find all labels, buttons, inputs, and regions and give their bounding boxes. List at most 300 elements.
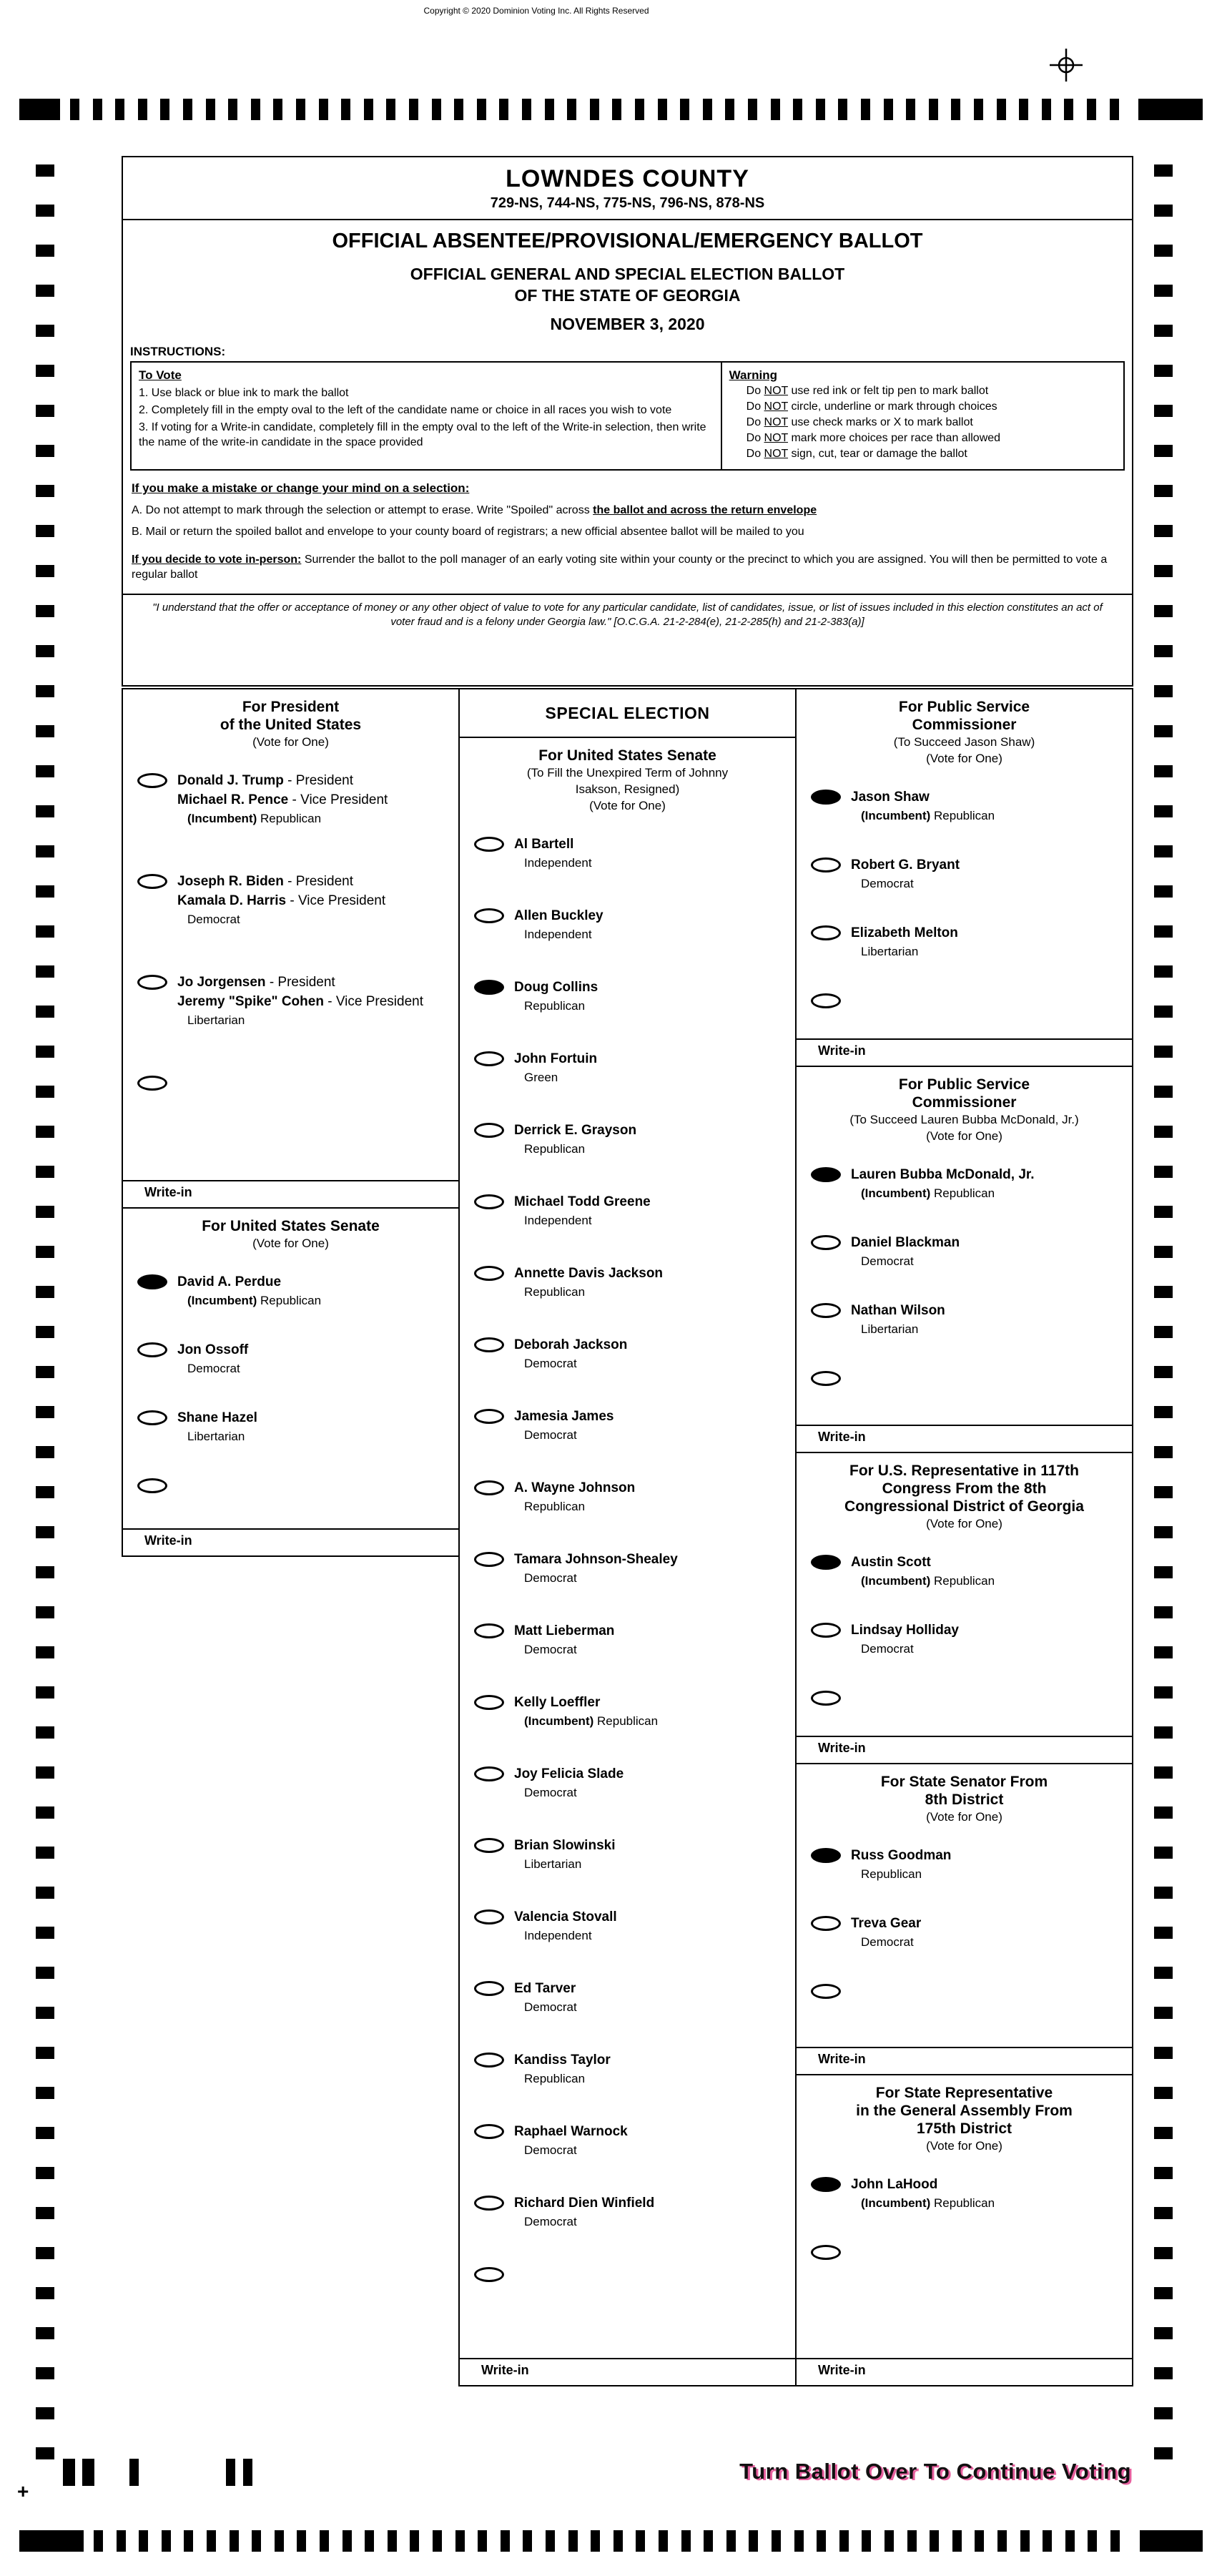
incumbent-label: (Incumbent) xyxy=(187,1294,257,1307)
candidate-row xyxy=(460,1836,795,1873)
timing-mark xyxy=(772,2530,781,2552)
timing-mark xyxy=(1154,1046,1173,1058)
to-vote-instruction-item: 1. Use black or blue ink to mark the ballot xyxy=(139,387,349,399)
candidate-name xyxy=(177,771,458,790)
candidate-list xyxy=(460,815,795,2286)
timing-mark xyxy=(70,99,79,120)
candidate-row xyxy=(797,1165,1132,1202)
timing-mark xyxy=(117,2530,126,2552)
party-label: Independent xyxy=(524,928,592,941)
party-label: Democrat xyxy=(524,1428,577,1442)
timing-mark xyxy=(1020,2530,1030,2552)
vote-oval[interactable] xyxy=(474,1051,504,1066)
write-in-label: Write-in xyxy=(818,2363,866,2377)
write-in-oval[interactable] xyxy=(811,1371,841,1386)
candidate-name xyxy=(851,1621,1132,1640)
ballot-id-mark xyxy=(226,2459,235,2486)
candidate-row xyxy=(123,1340,458,1377)
timing-mark xyxy=(478,2530,487,2552)
timing-mark xyxy=(36,2087,54,2099)
contest-title-line: of the United States xyxy=(220,717,362,733)
vote-oval[interactable] xyxy=(474,2124,504,2139)
candidate-name xyxy=(514,2050,795,2070)
vote-oval[interactable] xyxy=(811,2177,841,2192)
timing-mark xyxy=(1110,2530,1120,2552)
write-in-area[interactable] xyxy=(123,1180,458,1207)
candidate-name xyxy=(851,1846,1132,1865)
candidate-party xyxy=(177,1011,458,1029)
candidate-name xyxy=(851,1914,1132,1933)
timing-mark xyxy=(36,1766,54,1779)
warning-box xyxy=(721,361,1125,471)
candidate-role-text: - Vice President xyxy=(286,893,386,908)
timing-mark xyxy=(36,845,54,857)
vote-oval[interactable] xyxy=(811,1623,841,1638)
ballot-type-title: OFFICIAL ABSENTEE/PROVISIONAL/EMERGENCY BALLOT xyxy=(332,230,923,252)
timing-mark xyxy=(1154,565,1173,577)
candidate-row xyxy=(460,1264,795,1301)
timing-mark xyxy=(546,2530,555,2552)
timing-mark xyxy=(386,99,395,120)
vote-oval[interactable] xyxy=(137,874,167,889)
candidate-party xyxy=(851,1933,1132,1951)
candidate-name xyxy=(177,1408,458,1427)
timing-mark xyxy=(36,2247,54,2259)
timing-mark xyxy=(1043,2530,1052,2552)
vote-oval[interactable] xyxy=(137,773,167,788)
timing-mark xyxy=(36,1206,54,1218)
warning-text: use check marks or X to mark ballot xyxy=(788,416,973,428)
contest-title-line: 175th District xyxy=(916,2120,1012,2137)
candidate-name-text: Lauren Bubba McDonald, Jr. xyxy=(851,1167,1035,1182)
vote-oval[interactable] xyxy=(811,1555,841,1570)
candidate-row xyxy=(460,1478,795,1515)
write-in-oval[interactable] xyxy=(811,993,841,1008)
candidate-name-text: Kamala D. Harris xyxy=(177,893,287,908)
contest-header xyxy=(460,738,795,815)
candidate-party xyxy=(851,1184,1132,1202)
vote-oval[interactable] xyxy=(811,857,841,872)
timing-mark xyxy=(36,1366,54,1378)
candidate-row xyxy=(797,1233,1132,1270)
write-in-oval-row xyxy=(797,1369,1132,1390)
candidate-name-text: Al Bartell xyxy=(514,837,574,852)
write-in-area[interactable] xyxy=(797,1038,1132,1066)
timing-mark xyxy=(930,2530,939,2552)
write-in-area[interactable] xyxy=(797,2047,1132,2074)
party-label: Republican xyxy=(260,1294,322,1307)
candidate-row xyxy=(797,787,1132,825)
warning-text: Do xyxy=(746,385,764,397)
election-title: OFFICIAL GENERAL AND SPECIAL ELECTION BALLOT xyxy=(410,265,845,283)
timing-mark xyxy=(36,1046,54,1058)
write-in-area[interactable] xyxy=(797,1736,1132,1763)
timing-mark xyxy=(94,2530,103,2552)
vote-oval[interactable] xyxy=(811,790,841,805)
timing-mark xyxy=(1154,605,1173,617)
mistake-instruction-item xyxy=(132,503,1123,518)
vote-oval[interactable] xyxy=(811,1848,841,1863)
vote-for-instruction: (Vote for One) xyxy=(926,2139,1002,2153)
party-label: Democrat xyxy=(861,1935,914,1949)
candidate-party xyxy=(851,1320,1132,1338)
candidate-row xyxy=(797,2175,1132,2212)
candidate-name-text: Valencia Stovall xyxy=(514,1909,617,1924)
candidate-party xyxy=(514,1712,795,1730)
timing-mark xyxy=(160,99,169,120)
vote-oval[interactable] xyxy=(811,1235,841,1250)
incumbent-label: (Incumbent) xyxy=(187,812,257,825)
instructions-label: INSTRUCTIONS: xyxy=(130,345,226,358)
mistake-text: B. Mail or return the spoiled ballot and envelope to your county board of registrars; a new official absentee ballot will be mailed to you xyxy=(132,526,804,538)
vote-oval[interactable] xyxy=(811,1916,841,1931)
write-in-oval[interactable] xyxy=(811,2245,841,2260)
candidate-row xyxy=(123,1272,458,1309)
write-in-area[interactable] xyxy=(460,2358,795,2385)
vote-oval[interactable] xyxy=(474,1838,504,1853)
timing-block xyxy=(1138,99,1203,120)
vote-for-instruction: (Vote for One) xyxy=(926,1810,1002,1824)
timing-mark xyxy=(296,99,305,120)
candidate-party xyxy=(514,1283,795,1301)
timing-mark xyxy=(1154,1646,1173,1658)
vote-oval[interactable] xyxy=(137,975,167,990)
candidate-list xyxy=(797,1145,1132,1390)
candidate-name xyxy=(851,855,1132,875)
vote-oval[interactable] xyxy=(474,1981,504,1996)
mistake-heading: If you make a mistake or change your mind on a selection: xyxy=(132,481,470,495)
party-label: Green xyxy=(524,1071,558,1084)
candidate-name xyxy=(514,2193,795,2213)
write-in-oval-row xyxy=(797,1982,1132,2003)
vote-oval[interactable] xyxy=(137,1410,167,1425)
timing-mark xyxy=(36,1246,54,1258)
timing-mark xyxy=(1154,1686,1173,1699)
candidate-row xyxy=(123,771,458,827)
vote-oval[interactable] xyxy=(474,908,504,923)
candidate-name xyxy=(177,992,458,1011)
timing-mark xyxy=(816,99,825,120)
candidate-name-text: Austin Scott xyxy=(851,1555,931,1570)
candidate-party xyxy=(514,1211,795,1229)
timing-mark xyxy=(432,99,441,120)
timing-mark xyxy=(36,1086,54,1098)
timing-mark xyxy=(184,2530,193,2552)
contest-subtitle-line: (To Succeed Lauren Bubba McDonald, Jr.) xyxy=(849,1113,1079,1126)
party-label: Republican xyxy=(934,1574,995,1588)
contest-title-line: For U.S. Representative in 117th xyxy=(849,1462,1079,1479)
vote-oval[interactable] xyxy=(474,1266,504,1281)
write-in-label: Write-in xyxy=(818,2052,866,2066)
to-vote-title: To Vote xyxy=(139,368,182,382)
candidate-name-text: Joy Felicia Slade xyxy=(514,1766,624,1781)
candidate-name xyxy=(514,1764,795,1784)
candidate-name-text: Elizabeth Melton xyxy=(851,925,958,940)
timing-mark xyxy=(1042,99,1051,120)
warning-text: Do xyxy=(746,432,764,444)
timing-mark xyxy=(681,2530,691,2552)
timing-mark xyxy=(183,99,192,120)
timing-mark xyxy=(793,99,802,120)
candidate-name xyxy=(514,1693,795,1712)
timing-block xyxy=(19,99,60,120)
candidate-row xyxy=(460,978,795,1015)
contest-title-line: For United States Senate xyxy=(202,1218,380,1234)
timing-mark xyxy=(1154,164,1173,177)
timing-mark xyxy=(1154,725,1173,737)
write-in-oval[interactable] xyxy=(811,1984,841,1999)
timing-mark xyxy=(1154,1406,1173,1418)
write-in-oval[interactable] xyxy=(137,1478,167,1493)
vote-oval[interactable] xyxy=(474,1695,504,1710)
candidate-party xyxy=(514,1784,795,1801)
timing-mark xyxy=(861,99,870,120)
in-person-instructions xyxy=(132,552,1123,582)
party-label: Republican xyxy=(934,2196,995,2210)
timing-mark xyxy=(997,99,1006,120)
candidate-party xyxy=(514,2213,795,2231)
incumbent-label: (Incumbent) xyxy=(861,1186,931,1200)
precinct-list: 729-NS, 744-NS, 775-NS, 796-NS, 878-NS xyxy=(490,195,765,211)
timing-mark xyxy=(36,685,54,697)
candidate-party xyxy=(177,1292,458,1309)
contest-title-line: For President xyxy=(242,699,340,715)
vote-oval[interactable] xyxy=(474,837,504,852)
timing-mark xyxy=(997,2530,1007,2552)
candidate-name-text: Nathan Wilson xyxy=(851,1303,945,1318)
write-in-oval-row xyxy=(797,991,1132,1013)
candidate-row xyxy=(460,2122,795,2159)
candidate-party xyxy=(514,2141,795,2159)
timing-mark xyxy=(36,1126,54,1138)
vote-oval[interactable] xyxy=(474,1337,504,1352)
candidate-name-text: Shane Hazel xyxy=(177,1410,257,1425)
incumbent-label: (Incumbent) xyxy=(861,809,931,822)
vote-oval[interactable] xyxy=(474,1194,504,1209)
party-label: Republican xyxy=(524,2072,586,2085)
candidate-name-text: Michael Todd Greene xyxy=(514,1194,651,1209)
candidate-name xyxy=(514,1335,795,1355)
vote-oval[interactable] xyxy=(137,1342,167,1357)
write-in-label: Write-in xyxy=(481,2363,529,2377)
mistake-section xyxy=(132,481,1123,582)
contest-title-line: in the General Assembly From xyxy=(856,2103,1073,2119)
candidate-list xyxy=(797,1533,1132,1710)
to-vote-box xyxy=(130,361,722,471)
candidate-party xyxy=(177,910,458,928)
candidate-row xyxy=(797,1621,1132,1658)
timing-mark xyxy=(343,2530,352,2552)
timing-mark xyxy=(1154,1526,1173,1538)
vote-oval[interactable] xyxy=(811,925,841,940)
candidate-name-text: Matt Lieberman xyxy=(514,1623,615,1638)
timing-mark xyxy=(36,2207,54,2219)
timing-mark xyxy=(1154,285,1173,297)
party-label: Libertarian xyxy=(187,1013,245,1027)
contest-title-line: Congress From the 8th xyxy=(882,1480,1047,1497)
contest-psc-shaw xyxy=(795,688,1133,1067)
write-in-oval-row xyxy=(797,2243,1132,2264)
contest-subtitle-line: Isakson, Resigned) xyxy=(575,782,680,796)
vote-oval[interactable] xyxy=(474,1480,504,1495)
candidate-name xyxy=(514,1049,795,1068)
candidate-name xyxy=(514,835,795,854)
write-in-label: Write-in xyxy=(144,1533,192,1548)
candidate-party xyxy=(851,943,1132,960)
contest-psc-mcdonald xyxy=(795,1066,1133,1453)
timing-mark xyxy=(749,2530,758,2552)
timing-mark xyxy=(906,99,915,120)
candidate-party xyxy=(851,1865,1132,1883)
candidate-party xyxy=(514,997,795,1015)
candidate-name-text: Jo Jorgensen xyxy=(177,975,266,990)
to-vote-instruction-item: 3. If voting for a Write-in candidate, completely fill in the empty oval to the left of the Write-in selection, then write the name of the write-in candidate in the space provided xyxy=(139,421,706,448)
candidate-row xyxy=(460,1764,795,1801)
incumbent-label: (Incumbent) xyxy=(861,2196,931,2210)
instruction-boxes xyxy=(130,361,1125,471)
candidate-row xyxy=(460,1335,795,1372)
contest-us-senate xyxy=(122,1207,460,1557)
timing-mark xyxy=(36,2327,54,2339)
county-title: LOWNDES COUNTY xyxy=(506,165,749,192)
vote-oval[interactable] xyxy=(474,2053,504,2068)
vote-oval[interactable] xyxy=(474,980,504,995)
vote-oval[interactable] xyxy=(474,1623,504,1638)
write-in-area[interactable] xyxy=(123,1528,458,1555)
vote-oval[interactable] xyxy=(474,1409,504,1424)
candidate-row xyxy=(797,923,1132,960)
candidate-name-text: Allen Buckley xyxy=(514,908,603,923)
timing-mark xyxy=(409,99,418,120)
candidate-row xyxy=(460,1407,795,1444)
candidate-party xyxy=(514,1998,795,2016)
timing-mark xyxy=(1154,2367,1173,2379)
candidate-name xyxy=(851,1233,1132,1252)
timing-mark xyxy=(36,805,54,817)
candidate-row xyxy=(460,2050,795,2088)
candidate-name-text: Michael R. Pence xyxy=(177,792,289,807)
incumbent-label: (Incumbent) xyxy=(524,1714,594,1728)
contest-header xyxy=(797,1067,1132,1145)
timing-mark xyxy=(115,99,124,120)
candidate-name xyxy=(177,872,458,891)
timing-marks-top xyxy=(0,99,1222,120)
warning-items xyxy=(729,383,1116,462)
timing-mark xyxy=(36,2407,54,2419)
candidate-role-text: - President xyxy=(283,874,354,889)
party-label: Democrat xyxy=(524,1643,577,1656)
candidate-name xyxy=(851,2175,1132,2194)
candidate-row xyxy=(797,1846,1132,1883)
candidate-role-text: - President xyxy=(265,975,335,990)
candidate-name xyxy=(177,1340,458,1360)
vote-oval[interactable] xyxy=(474,1909,504,1924)
timing-mark xyxy=(1154,2167,1173,2179)
contest-header xyxy=(797,1453,1132,1533)
timing-mark xyxy=(36,1406,54,1418)
timing-mark xyxy=(36,605,54,617)
candidate-name xyxy=(514,1550,795,1569)
vote-oval[interactable] xyxy=(811,1303,841,1318)
timing-mark xyxy=(36,485,54,497)
timing-mark xyxy=(341,99,350,120)
contest-subtitle-line: (To Succeed Jason Shaw) xyxy=(893,735,1035,749)
mistake-items xyxy=(132,503,1123,539)
timing-mark xyxy=(36,2127,54,2139)
timing-mark xyxy=(207,2530,216,2552)
timing-mark xyxy=(36,1686,54,1699)
timing-mark xyxy=(1154,2007,1173,2019)
timing-mark xyxy=(1065,2530,1075,2552)
write-in-oval[interactable] xyxy=(137,1076,167,1091)
warning-not-text: NOT xyxy=(764,385,789,397)
vote-oval[interactable] xyxy=(474,2196,504,2211)
warning-text: circle, underline or mark through choices xyxy=(788,400,997,413)
write-in-area[interactable] xyxy=(797,2358,1132,2385)
vote-oval[interactable] xyxy=(474,1766,504,1781)
timing-mark xyxy=(230,2530,239,2552)
timing-mark xyxy=(1154,1606,1173,1618)
party-label: Democrat xyxy=(524,2215,577,2228)
candidate-name-text: David A. Perdue xyxy=(177,1274,282,1289)
timing-mark xyxy=(1154,2327,1173,2339)
timing-mark xyxy=(36,965,54,978)
write-in-oval[interactable] xyxy=(811,1691,841,1706)
candidate-party xyxy=(514,1355,795,1372)
contest-title-line: For Public Service xyxy=(898,699,1030,715)
timing-mark xyxy=(1154,1446,1173,1458)
write-in-area[interactable] xyxy=(797,1425,1132,1452)
candidate-row xyxy=(460,835,795,872)
timing-mark xyxy=(36,1446,54,1458)
timing-mark xyxy=(1154,2287,1173,2299)
timing-mark xyxy=(1154,1126,1173,1138)
write-in-oval[interactable] xyxy=(474,2267,504,2282)
timing-mark xyxy=(36,1286,54,1298)
mistake-text: A. Do not attempt to mark through the selection or attempt to erase. Write "Spoiled" across xyxy=(132,504,593,516)
timing-mark xyxy=(36,405,54,417)
candidate-name xyxy=(851,787,1132,807)
contest-title-line: 8th District xyxy=(925,1791,1004,1808)
vote-oval[interactable] xyxy=(474,1552,504,1567)
timing-mark xyxy=(862,2530,871,2552)
party-label: Democrat xyxy=(187,913,240,926)
timing-mark xyxy=(36,925,54,938)
timing-mark xyxy=(1154,1246,1173,1258)
candidate-name-text: Lindsay Holliday xyxy=(851,1623,959,1638)
write-in-label: Write-in xyxy=(818,1043,866,1058)
warning-text: Do xyxy=(746,400,764,413)
timing-mark xyxy=(297,2530,306,2552)
turn-ballot-over-text: Turn Ballot Over To Continue Voting xyxy=(739,2459,1131,2484)
vote-oval[interactable] xyxy=(811,1167,841,1182)
candidate-name-text: Jeremy "Spike" Cohen xyxy=(177,994,324,1009)
timing-mark xyxy=(36,565,54,577)
candidate-name xyxy=(514,2122,795,2141)
timing-mark xyxy=(568,2530,578,2552)
candidate-row xyxy=(123,872,458,928)
party-label: Democrat xyxy=(861,877,914,890)
timing-mark xyxy=(704,2530,713,2552)
vote-oval[interactable] xyxy=(137,1274,167,1289)
timing-mark xyxy=(1154,1847,1173,1859)
timing-mark xyxy=(364,99,373,120)
vote-oval[interactable] xyxy=(474,1123,504,1138)
timing-mark xyxy=(817,2530,826,2552)
timing-mark xyxy=(590,99,599,120)
party-label: Libertarian xyxy=(187,1430,245,1443)
registration-plus-mark: + xyxy=(17,2480,29,2502)
